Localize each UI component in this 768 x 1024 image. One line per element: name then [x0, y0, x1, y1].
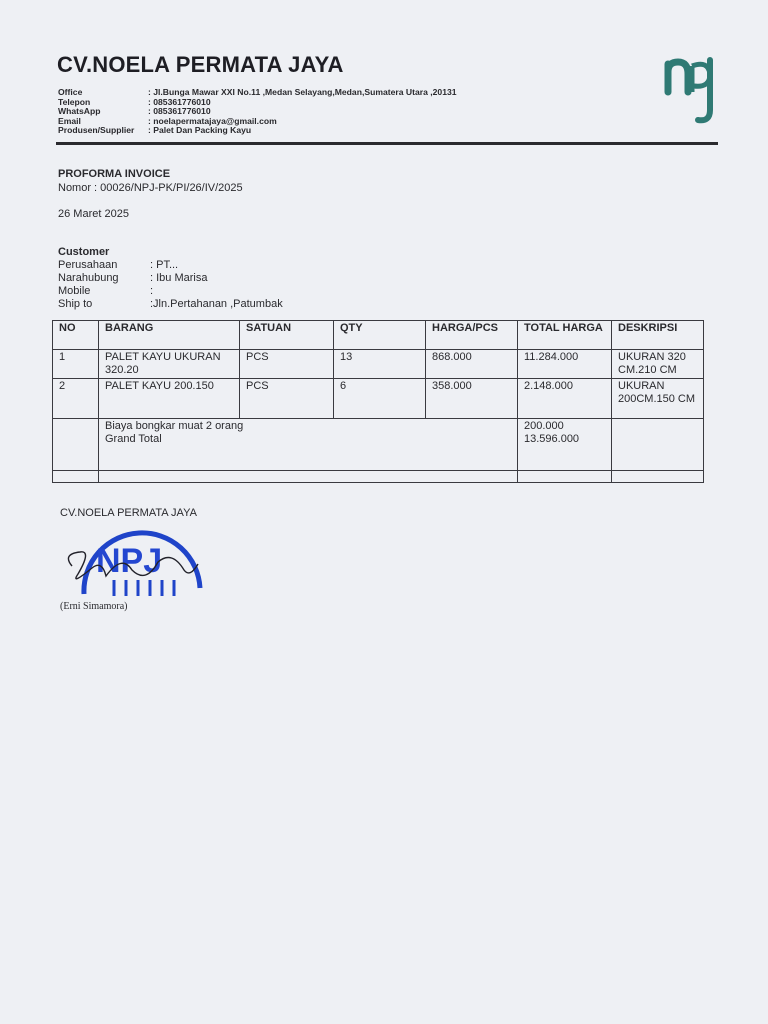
cell-no: 1: [53, 350, 99, 379]
grand-total-value: 13.596.000: [524, 433, 580, 445]
customer-mobile: Mobile :: [58, 285, 154, 297]
invoice-items-table: [52, 320, 704, 483]
cell-harga: 868.000: [426, 350, 518, 379]
cell-total: 11.284.000: [518, 350, 612, 379]
stamp-text: NPJ: [96, 542, 163, 580]
signature-stamp: [62, 524, 212, 604]
cell-satuan: PCS: [240, 350, 334, 379]
table-empty-row: [53, 471, 704, 483]
info-whatsapp: WhatsApp : 085361776010: [58, 106, 211, 117]
cell-barang: PALET KAYU 200.150: [99, 379, 240, 419]
invoice-number: Nomor : 00026/NPJ-PK/PI/26/IV/2025: [58, 182, 243, 194]
col-header-barang: BARANG: [99, 321, 240, 350]
table-row: [53, 379, 704, 419]
info-office: Office : Jl.Bunga Mawar XXI No.11 ,Medan Selayang,Medan,Sumatera Utara ,20131: [58, 87, 457, 97]
customer-ship-to: Ship to :Jln.Pertahanan ,Patumbak: [58, 298, 283, 310]
cell-harga: 358.000: [426, 379, 518, 419]
table-header-row: [53, 321, 704, 350]
cell-total: 2.148.000: [518, 379, 612, 419]
cell-qty: 6: [334, 379, 426, 419]
cell-deskripsi: UKURAN 200CM.150 CM: [612, 379, 704, 419]
header-divider: [56, 142, 718, 145]
signatory-name: (Erni Simamora): [60, 601, 128, 612]
customer-contact: Narahubung : Ibu Marisa: [58, 272, 208, 284]
extra-cost-value: 200.000: [524, 420, 564, 432]
col-header-qty: QTY: [334, 321, 426, 350]
cell-qty: 13: [334, 350, 426, 379]
extra-cost-label: Biaya bongkar muat 2 orang: [105, 420, 244, 432]
info-telepon: Telepon : 085361776010: [58, 96, 211, 107]
invoice-title: PROFORMA INVOICE: [58, 168, 171, 180]
summary-labels: [99, 419, 518, 471]
cell-no: 2: [53, 379, 99, 419]
customer-heading: Customer: [58, 246, 110, 258]
info-email: Email : noelapermatajaya@gmail.com: [58, 115, 277, 126]
col-header-satuan: SATUAN: [240, 321, 334, 350]
table-summary-row: [53, 419, 704, 471]
customer-details: [58, 259, 283, 311]
table-row: [53, 350, 704, 379]
cell-satuan: PCS: [240, 379, 334, 419]
signature-company: CV.NOELA PERMATA JAYA: [60, 507, 197, 519]
summary-values: [518, 419, 612, 471]
cell-deskripsi: UKURAN 320 CM.210 CM: [612, 350, 704, 379]
invoice-date: 26 Maret 2025: [58, 208, 129, 220]
grand-total-label: Grand Total: [105, 433, 162, 445]
col-header-no: NO: [53, 321, 99, 350]
col-header-total: TOTAL HARGA: [518, 321, 612, 350]
company-logo: [662, 52, 722, 126]
customer-company: Perusahaan : PT...: [58, 259, 179, 271]
col-header-deskripsi: DESKRIPSI: [612, 321, 704, 350]
col-header-harga: HARGA/PCS: [426, 321, 518, 350]
info-supplier: Produsen/Supplier : Palet Dan Packing Kayu: [58, 125, 252, 136]
company-info: [58, 88, 457, 136]
cell-barang: PALET KAYU UKURAN 320.20: [99, 350, 240, 379]
company-name: CV.NOELA PERMATA JAYA: [57, 52, 344, 77]
